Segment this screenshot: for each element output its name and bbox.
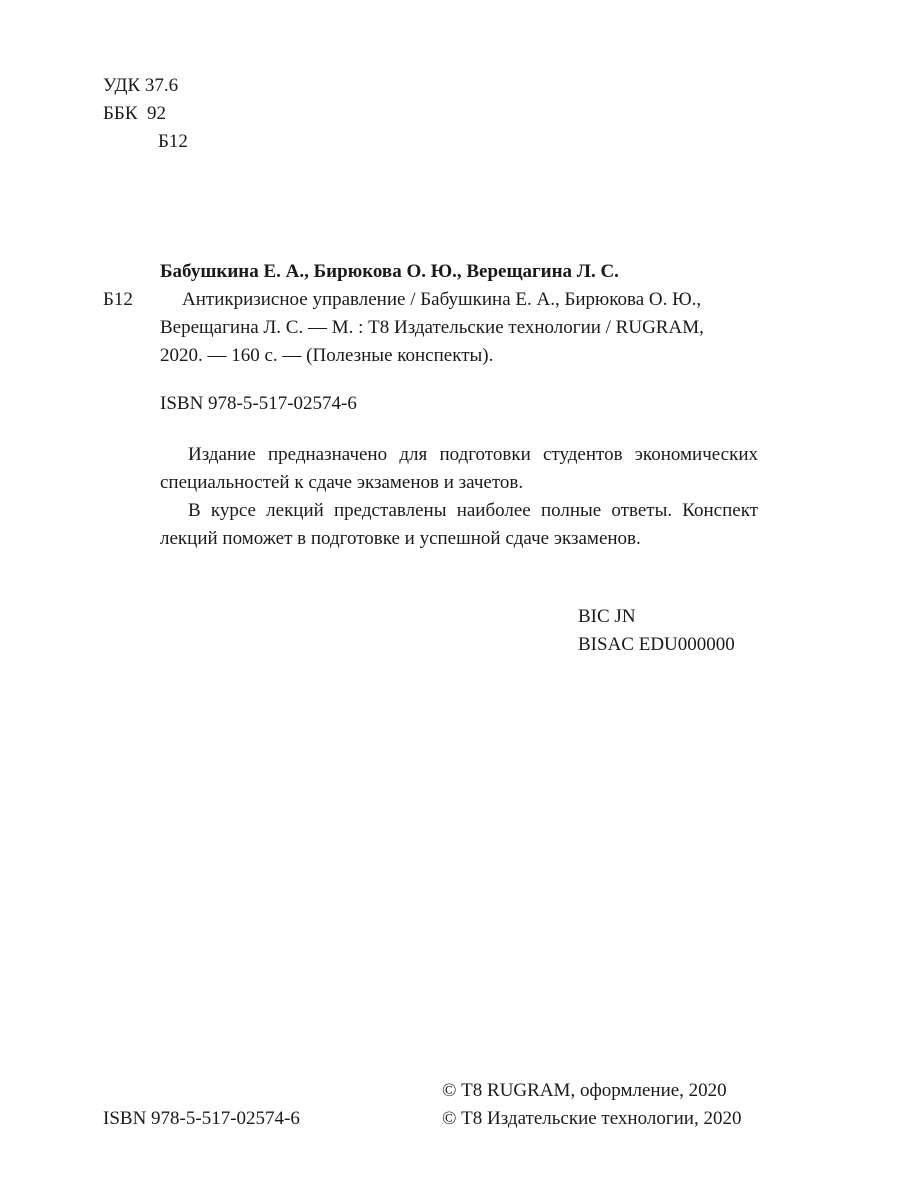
copyright-line-1: © Т8 RUGRAM, оформление, 2020 — [442, 1080, 727, 1101]
subject-codes — [578, 603, 735, 659]
bib-line-2: Верещагина Л. С. — М. : Т8 Издательские технологии / RUGRAM, — [160, 317, 704, 338]
bib-line-1: Антикризисное управление / Бабушкина Е. А., Бирюкова О. Ю., — [182, 289, 702, 310]
authors-heading: Бабушкина Е. А., Бирюкова О. Ю., Верещагина Л. С. — [160, 261, 619, 282]
annotation-paragraph-2: В курсе лекций представлены наиболее полные ответы. Конспект лекций поможет в подготовке и успешной сдаче экзаменов. — [160, 500, 758, 549]
author-code: Б12 — [158, 131, 188, 152]
udk-code: УДК 37.6 — [103, 75, 179, 96]
annotation-paragraph-1: Издание предназначено для подготовки студентов экономических специальностей к сдаче экзаменов и зачетов. — [160, 444, 758, 493]
bisac-code: BISAC EDU000000 — [578, 634, 735, 655]
classification-block — [103, 72, 188, 156]
copyright-block — [442, 1077, 741, 1133]
footer-isbn: ISBN 978-5-517-02574-6 — [103, 1108, 300, 1129]
copyright-line-2: © Т8 Издательские технологии, 2020 — [442, 1108, 742, 1129]
bbk-code: ББК 92 — [103, 103, 166, 124]
bibliographic-description — [160, 286, 758, 370]
bib-line-3: 2020. — 160 с. — (Полезные конспекты). — [160, 345, 494, 366]
bic-code: BIC JN — [578, 606, 636, 627]
isbn: ISBN 978-5-517-02574-6 — [160, 393, 357, 414]
annotation — [160, 441, 758, 553]
bibliography-code: Б12 — [103, 289, 133, 310]
